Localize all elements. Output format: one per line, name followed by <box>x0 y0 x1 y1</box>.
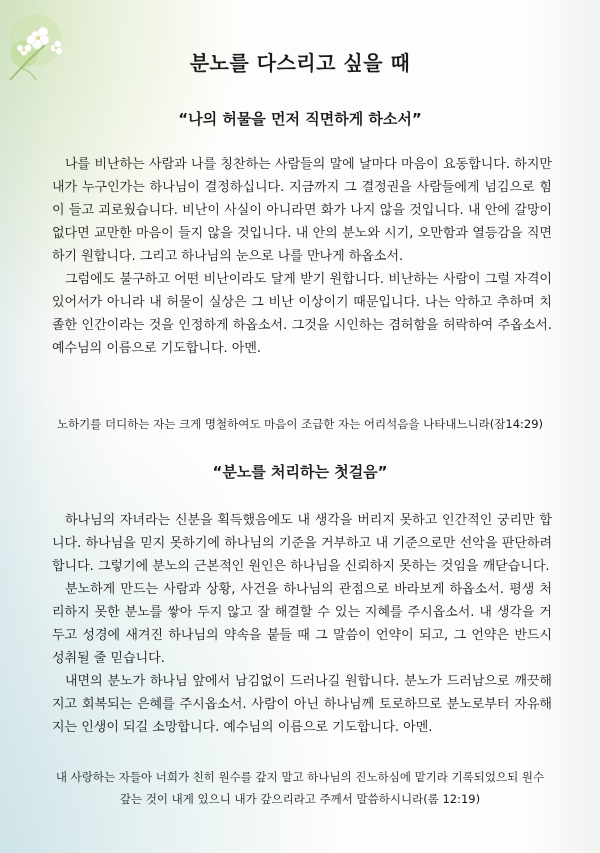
section-body <box>52 153 552 360</box>
paragraph: 분노하게 만드는 사람과 상황, 사건을 하나님의 관점으로 바라보게 하옵소서. 평생 처리하지 못한 분노를 쌓아 두지 않고 잘 해결할 수 있는 지혜를 주시옵소서. 내 생각을 거두고 성경에 새겨진 하나님의 약속을 붙들 때 그 말씀이 언약이 되고, 그 언약은 반드시 성취될 줄 믿습니다. <box>52 582 552 666</box>
section-heading: “분노를 처리하는 첫걸음” <box>212 463 388 481</box>
scripture-verse: 내 사랑하는 자들아 너희가 친히 원수를 갚지 말고 하나님의 진노하심에 맡기라 기록되었으되 원수 갚는 것이 내게 있으니 내가 갚으리라고 주께서 말씀하시니라(롬 12:19) <box>55 770 545 806</box>
paragraph: 나를 비난하는 사람과 나를 칭찬하는 사람들의 말에 날마다 마음이 요동합니다. 하지만 내가 누구인가는 하나님이 결정하십니다. 지금까지 그 결정권을 사람들에게 넘김으로 힘이 들고 괴로웠습니다. 비난이 사실이 아니라면 화가 나지 않을 것입니다. 내 안에 갈망이 없다면 교만한 마음이 들지 않을 것입니다. 내 안의 분노와 시기, 오만함과 열등감을 직면하기 원합니다. 그리고 하나님의 눈으로 나를 만나게 하옵소서. <box>52 157 552 264</box>
page-title: 분노를 다스리고 싶을 때 <box>189 51 411 75</box>
scripture-verse: 노하기를 더디하는 자는 크게 명철하여도 마음이 조급한 자는 어리석음을 나타내느니라(잠14:29) <box>56 417 544 431</box>
paragraph: 그럼에도 불구하고 어떤 비난이라도 달게 받기 원합니다. 비난하는 사람이 그럴 자격이 있어서가 아니라 내 허물이 실상은 그 비난 이상이기 때문입니다. 나는 악하고 추하며 치졸한 인간이라는 것을 인정하게 하옵소서. 그것을 시인하는 겸허함을 허락하여 주옵소서. 예수님의 이름으로 기도합니다. 아멘. <box>52 272 552 356</box>
paragraph: 하나님의 자녀라는 신분을 획득했음에도 내 생각을 버리지 못하고 인간적인 궁리만 합니다. 하나님을 믿지 못하기에 하나님의 기준을 거부하고 내 기준으로만 선악을 판단하려 합니다. 그렇기에 분노의 근본적인 원인은 하나님을 신뢰하지 못하는 것임을 깨닫습니다. <box>52 513 552 574</box>
section-heading: “나의 허물을 먼저 직면하게 하소서” <box>178 110 422 128</box>
paragraph: 내면의 분노가 하나님 앞에서 남김없이 드러나길 원합니다. 분노가 드러남으로 깨끗해지고 회복되는 은혜를 주시옵소서. 사람이 아닌 하나님께 토로하므로 분노로부터 자유해지는 인생이 되길 소망합니다. 예수님의 이름으로 기도합니다. 아멘. <box>52 674 552 735</box>
section-body <box>52 509 552 739</box>
